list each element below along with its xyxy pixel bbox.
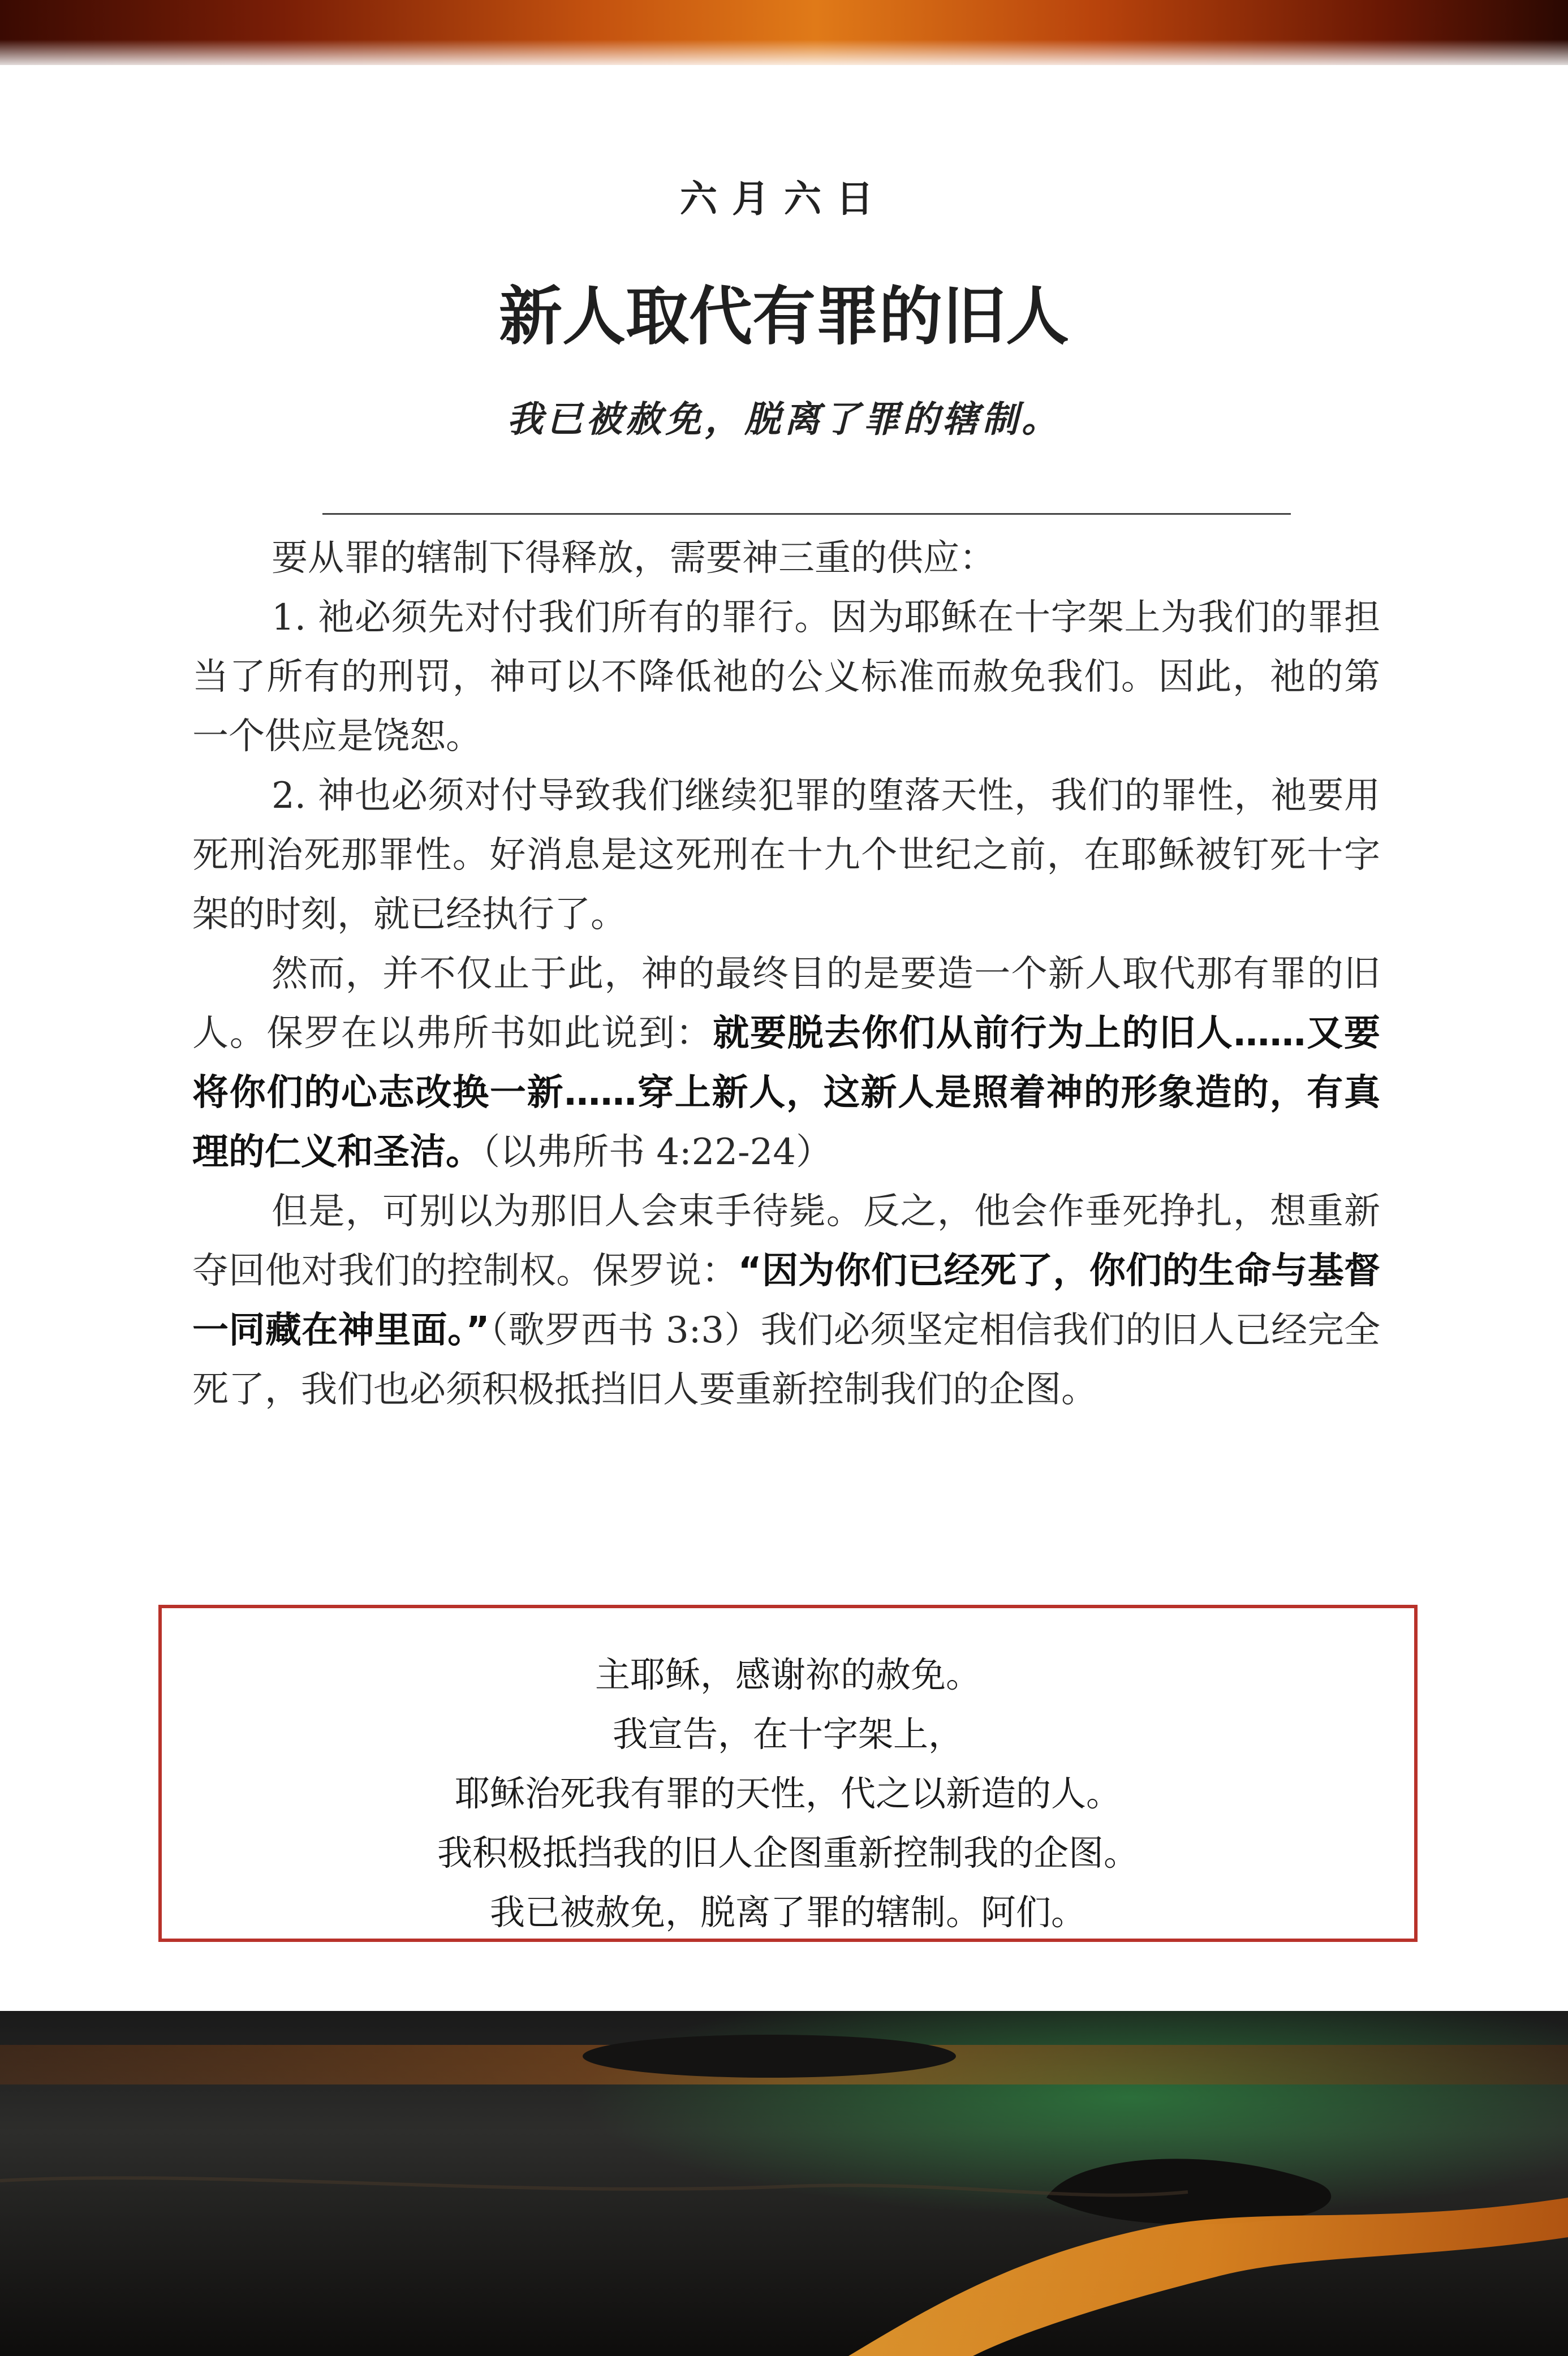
- paragraph-4: [192, 945, 1380, 1182]
- prayer-line: 主耶稣，感谢祢的赦免。: [595, 1654, 981, 1695]
- paragraph-2: 1. 祂必须先对付我们所有的罪行。因为耶稣在十字架上为我们的罪担当了所有的刑罚，神可以不降低祂的公义标准而赦免我们。因此，祂的第一个供应是饶恕。: [192, 597, 1380, 757]
- paragraph-4-intro: 然而，并不仅止于此，神的最终目的是要造一个新人取代那有罪的旧人。保罗在以弗所书如此说到：: [192, 953, 1380, 1054]
- paragraph-1: 要从罪的辖制下得释放，需要神三重的供应：: [272, 537, 996, 579]
- bottom-landscape-image: [0, 2011, 1568, 2356]
- paragraph-5-rest: （歌罗西书 3:3）我们必须坚定相信我们的旧人已经完全死了，我们也必须积极抵挡旧人要重新控制我们的企图。: [192, 1310, 1381, 1411]
- prayer-line: 我已被赦免，脱离了罪的辖制。阿们。: [489, 1892, 1086, 1933]
- paragraph-3: 2. 神也必须对付导致我们继续犯罪的堕落天性，我们的罪性，祂要用死刑治死那罪性。好消息是这死刑在十九个世纪之前，在耶稣被钉死十字架的时刻，就已经执行了。: [192, 775, 1380, 936]
- prayer-line: 耶稣治死我有罪的天性，代之以新造的人。: [454, 1773, 1121, 1814]
- page-date: 六月六日: [680, 177, 888, 221]
- prayer-line: 我宣告，在十字架上，: [612, 1713, 963, 1755]
- top-decorative-band: [0, 0, 1568, 65]
- paragraph-5: [192, 1182, 1380, 1420]
- page-title: 新人取代有罪的旧人: [499, 280, 1069, 354]
- colossians-quote: “因为你们已经死了，你们的生命与基督一同藏在神里面。”: [192, 1250, 1381, 1351]
- prayer-line: 我积极抵挡我的旧人企图重新控制我的企图。: [437, 1832, 1139, 1873]
- ephesians-reference: （以弗所书 4:22-24）: [482, 1131, 833, 1173]
- body-text: [192, 529, 1380, 1420]
- paragraph-5-intro: 但是，可别以为那旧人会束手待毙。反之，他会作垂死挣扎，想重新夺回他对我们的控制权。保罗说：: [192, 1191, 1380, 1292]
- prayer-box: [158, 1605, 1418, 1942]
- ephesians-quote: 就要脱去你们从前行为上的旧人……又要将你们的心志改换一新……穿上新人，这新人是照着神的形象造的，有真理的仁义和圣洁。: [192, 1013, 1380, 1173]
- title-divider: [322, 513, 1291, 515]
- page-subtitle: 我已被赦免，脱离了罪的辖制。: [507, 399, 1061, 441]
